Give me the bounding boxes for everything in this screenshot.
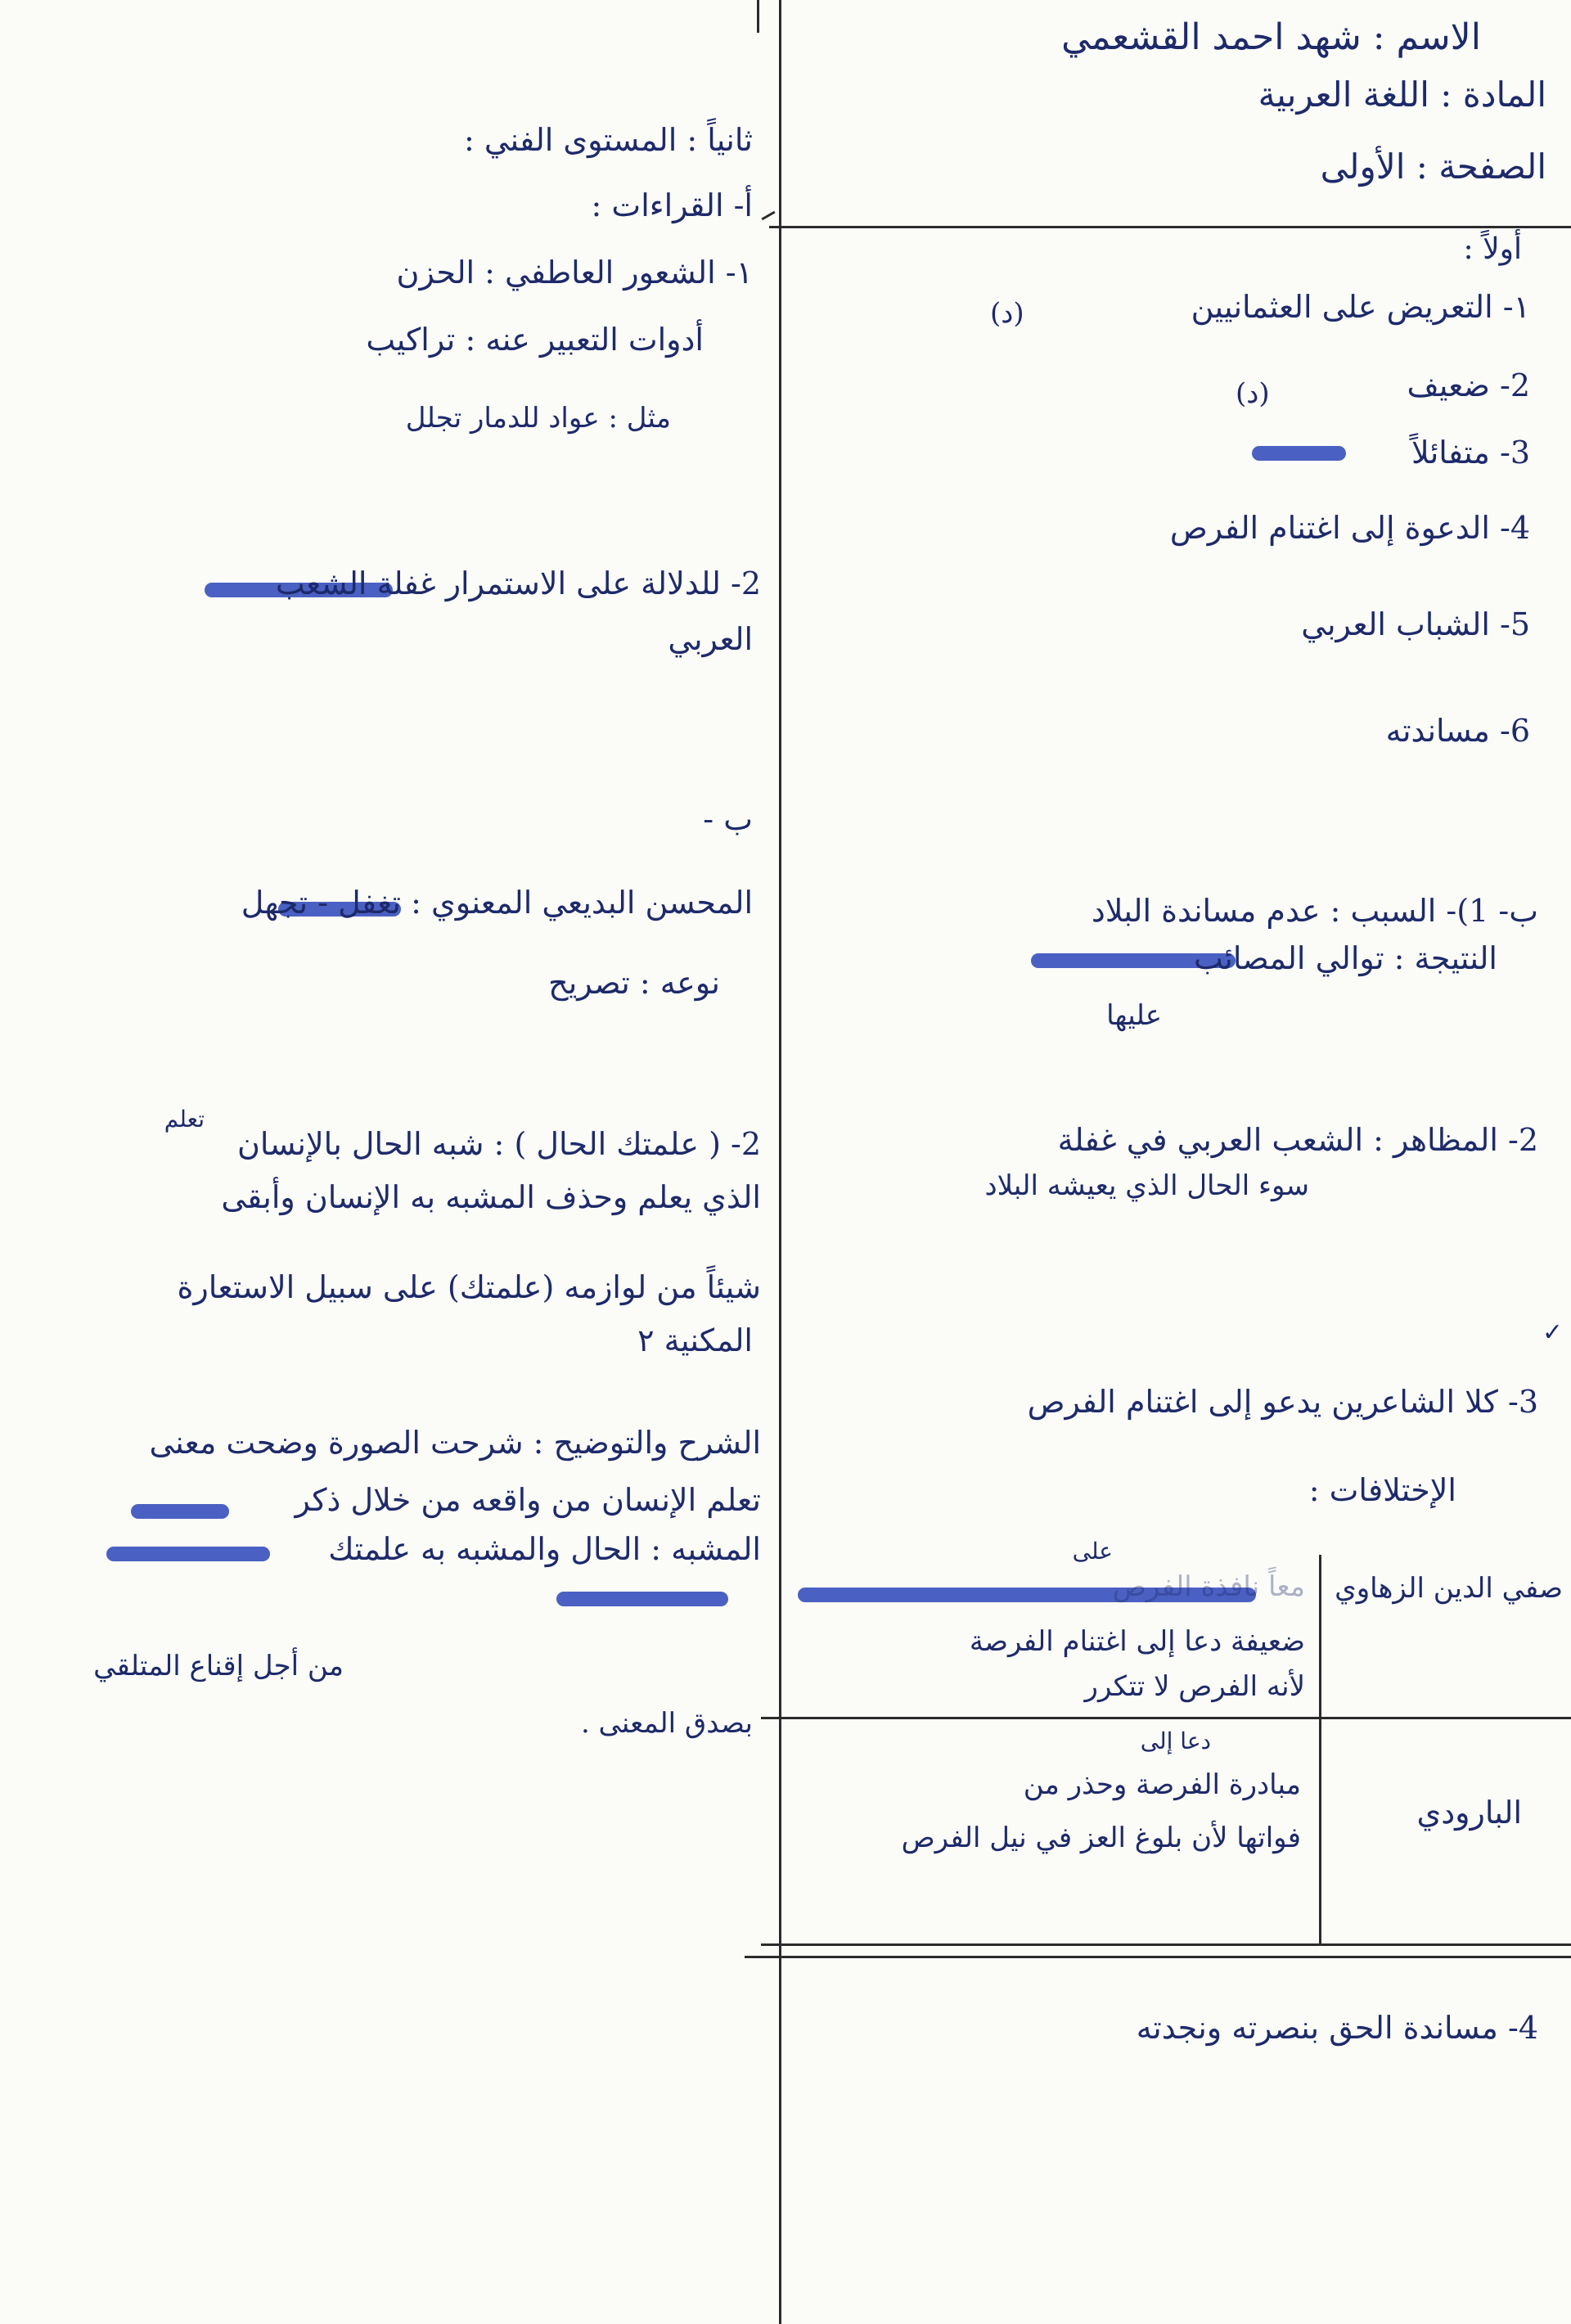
b-left-1: المحسن البديعي المعنوي : تغفل - تجهل [241, 885, 753, 921]
page-label: الصفحة : الأولى [1320, 146, 1546, 187]
table-column-rule [1319, 1555, 1321, 1943]
explanation-line3: المشبه : الحال والمشبه به علمتك [328, 1531, 761, 1567]
poet-1-above: على [1072, 1538, 1113, 1565]
b-left-2-above: تعلم [164, 1106, 205, 1133]
explanation-line2: تعلم الإنسان من واقعه من خلال ذكر [295, 1482, 761, 1518]
table-bottom-rule [745, 1956, 1571, 1958]
answer-4: 4- الدعوة إلى اغتنام الفرص [1169, 510, 1530, 546]
header-rule [769, 226, 1571, 228]
poet-2-line1: مبادرة الفرصة وحذر من [1023, 1768, 1301, 1801]
b-answer-2-line2: سوء الحال الذي يعيشه البلاد [984, 1169, 1309, 1202]
poet-1-name: صفي الدين الزهاوي [1335, 1572, 1563, 1605]
table-top-rule [761, 1717, 1571, 1719]
b-left-2-line4: المكنية ٢ [637, 1322, 753, 1358]
poet-2-above: دعا إلى [1140, 1727, 1211, 1754]
answer-1: ١- التعريض على العثمانيين [1191, 289, 1530, 325]
explanation-line5: بصدق المعنى . [580, 1707, 753, 1740]
answer-6: 6- مساندته [1385, 713, 1530, 749]
readings-2: 2- للدلالة على الاستمرار غفلة الشعب [275, 565, 761, 601]
margin-mark: ✓ [1542, 1318, 1563, 1347]
answer-2-mark: (د) [1236, 377, 1270, 410]
b-left-2-line2: الذي يعلم وحذف المشبه به الإنسان وأبقى [221, 1179, 761, 1215]
table-middle-rule [761, 1943, 1571, 1946]
subject: المادة : اللغة العربية [1258, 74, 1546, 115]
first-section-title: أولاً : [1463, 232, 1522, 266]
answer-5: 5- الشباب العربي [1301, 606, 1530, 642]
poet-1-line3: لأنه الفرص لا تتكرر [1084, 1670, 1305, 1703]
poet-2-name: البارودي [1416, 1795, 1522, 1831]
b-answer-1: ب- 1)- السبب : عدم مساندة البلاد [1091, 893, 1538, 929]
explanation-crossed-out-1 [131, 1504, 229, 1519]
second-section-title: ثانياً : المستوى الفني : [463, 122, 753, 158]
explanation-crossed-out-2 [106, 1547, 270, 1561]
center-divider [779, 0, 781, 2324]
poet-2-line2: فواتها لأن بلوغ العز في نيل الفرص [901, 1822, 1301, 1854]
poet-1-line2: ضعيفة دعا إلى اغتنام الفرصة [969, 1625, 1305, 1658]
answer-2: 2- ضعيف [1407, 367, 1530, 403]
differences-title: الإختلافات : [1308, 1472, 1456, 1508]
explanation-crossed-out-3 [556, 1592, 728, 1606]
explanation-title: الشرح والتوضيح : شرحت الصورة وضحت معنى [149, 1425, 761, 1461]
b-answer-2: 2- المظاهر : الشعب العربي في غفلة [1057, 1122, 1538, 1158]
answer-3: 3- متفائلاً [1411, 435, 1530, 471]
crossed-out-word [1252, 446, 1346, 461]
b-answer-1-result: النتيجة : توالي المصائب [1193, 940, 1497, 976]
readings-1-tools: أدوات التعبير عنه : تراكيب [366, 322, 704, 358]
header-rule-tick [761, 211, 775, 221]
answer-1-mark: (د) [990, 297, 1024, 330]
readings-title: أ- القراءات : [591, 187, 753, 223]
explanation-line4: من أجل إقناع المتلقي [93, 1650, 344, 1682]
readings-1-example: مثل : عواد للدمار تجلل [405, 402, 671, 435]
b-left-2-line3: شيئاً من لوازمه (علمتك) على سبيل الاستعارة [177, 1269, 761, 1305]
readings-1: ١- الشعور العاطفي : الحزن [396, 254, 753, 290]
student-name: الاسم : شهد احمد القشعمي [1061, 16, 1481, 58]
top-short-divider [757, 0, 759, 33]
b-answer-1-result-2: عليها [1106, 999, 1162, 1032]
poet-1-line1: معاً نافذة الفرص [1112, 1570, 1305, 1603]
b-left-1-type: نوعه : تصريح [548, 965, 720, 1001]
answer-3b: 3- كلا الشاعرين يدعو إلى اغتنام الفرص [1027, 1384, 1538, 1420]
readings-2-line2: العربي [668, 621, 753, 657]
answer-4b: 4- مساندة الحق بنصرته ونجدته [1136, 2010, 1538, 2046]
b-left-2: 2- ( علمتك الحال ) : شبه الحال بالإنسان [237, 1126, 761, 1162]
b-section-title: ب - [703, 801, 753, 837]
